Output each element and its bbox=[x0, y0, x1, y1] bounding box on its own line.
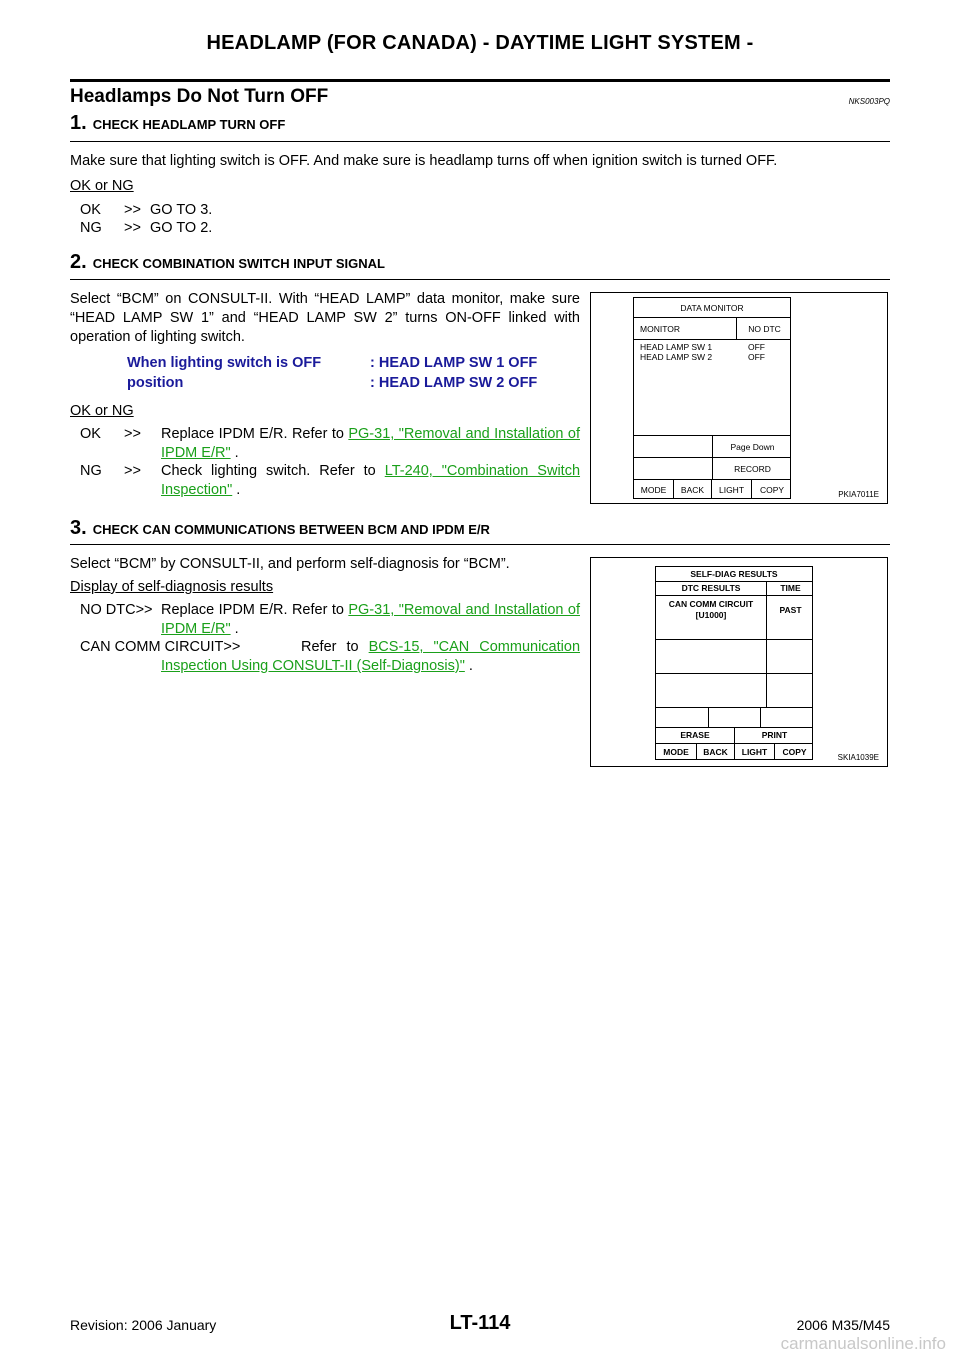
step-3-display-label: Display of self-diagnosis results bbox=[70, 579, 274, 595]
copy-button[interactable]: COPY bbox=[759, 484, 785, 495]
monitor-item-2-value: OFF bbox=[748, 352, 765, 362]
result-arrow: >> bbox=[124, 463, 141, 479]
result-text-prefix: Replace IPDM E/R. Refer to bbox=[161, 602, 344, 618]
footer-revision: Revision: 2006 January bbox=[70, 1317, 217, 1333]
bcs-15-link[interactable]: BCS-15, "CAN Communication Inspection Using CONSULT-II (Self-Diagnosis)" bbox=[161, 639, 581, 674]
condition-value-2: : HEAD LAMP SW 2 OFF bbox=[370, 375, 538, 391]
pg-31-link[interactable]: PG-31, "Removal and Installation of IPDM E/R" bbox=[161, 602, 580, 637]
time-column-header: TIME bbox=[780, 583, 801, 593]
step-1-title: CHECK HEADLAMP TURN OFF bbox=[92, 117, 286, 132]
step-2-heading bbox=[70, 251, 385, 274]
dtc-result-time: PAST bbox=[779, 604, 802, 615]
monitor-item-2: HEAD LAMP SW 2 bbox=[640, 352, 713, 362]
step-1-number: 1. bbox=[70, 112, 87, 134]
result-label: NO DTC>> bbox=[80, 602, 153, 618]
result-text bbox=[161, 425, 580, 463]
result-label: OK bbox=[80, 202, 101, 218]
step-2-instruction: Select “BCM” on CONSULT-II. With “HEAD LAMP” data monitor, make sure “HEAD LAMP SW 1” and “HEAD LAMP SW 2” turns ON-OFF linked with operation of lighting switch. bbox=[70, 291, 580, 345]
step-2-ok-ng-label: OK or NG bbox=[70, 403, 134, 419]
light-button[interactable]: LIGHT bbox=[741, 746, 768, 757]
result-label: NG bbox=[80, 220, 102, 236]
step-2-divider bbox=[70, 279, 890, 280]
step-3-result-no-dtc bbox=[80, 601, 580, 641]
footer-model: 2006 M35/M45 bbox=[796, 1317, 890, 1333]
result-text-prefix: Check lighting switch. Refer to bbox=[161, 463, 376, 479]
monitor-item-1: HEAD LAMP SW 1 bbox=[640, 342, 713, 352]
figure-id: SKIA1039E bbox=[837, 753, 879, 762]
erase-button[interactable]: ERASE bbox=[680, 730, 710, 740]
mode-button[interactable]: MODE bbox=[663, 746, 689, 757]
no-dtc-column-header: NO DTC bbox=[748, 323, 781, 334]
watermark: carmanualsonline.info bbox=[780, 1334, 946, 1353]
self-diag-figure bbox=[590, 557, 888, 767]
result-label: OK bbox=[80, 426, 101, 442]
page-down-button[interactable]: Page Down bbox=[712, 436, 792, 457]
footer-page-number: LT-114 bbox=[449, 1312, 511, 1334]
result-text-suffix: . bbox=[468, 658, 473, 674]
section-code: NKS003PQ bbox=[848, 97, 890, 106]
step-2-title: CHECK COMBINATION SWITCH INPUT SIGNAL bbox=[92, 256, 385, 271]
pg-31-link[interactable]: PG-31, "Removal and Installation of IPDM E/R" bbox=[161, 426, 580, 461]
back-button[interactable]: BACK bbox=[674, 480, 712, 499]
section-title: Headlamps Do Not Turn OFF bbox=[70, 86, 329, 107]
print-button[interactable]: PRINT bbox=[761, 730, 788, 740]
dtc-results-column-header: DTC RESULTS bbox=[681, 583, 741, 593]
figure-id: PKIA7011E bbox=[838, 490, 879, 499]
condition-value-1: : HEAD LAMP SW 1 OFF bbox=[370, 355, 538, 371]
step-1-result-ng bbox=[80, 219, 580, 238]
dtc-result-name: CAN COMM CIRCUIT bbox=[668, 599, 754, 609]
result-text-suffix: . bbox=[234, 621, 239, 637]
lt-240-link[interactable]: LT-240, "Combination Switch Inspection" bbox=[161, 463, 581, 498]
step-2-number: 2. bbox=[70, 251, 87, 273]
step-2-result-ng bbox=[80, 462, 580, 502]
monitor-item-1-value: OFF bbox=[748, 342, 765, 352]
result-text: GO TO 3. bbox=[150, 202, 213, 218]
step-3-title: CHECK CAN COMMUNICATIONS BETWEEN BCM AND IPDM E/R bbox=[92, 522, 490, 537]
data-monitor-title: DATA MONITOR bbox=[680, 302, 744, 313]
result-arrow: >> bbox=[124, 426, 141, 442]
step-3-result-can-comm bbox=[80, 638, 580, 678]
self-diag-screen bbox=[655, 566, 813, 760]
result-arrow: >> bbox=[124, 202, 141, 218]
copy-button[interactable]: COPY bbox=[782, 746, 807, 757]
result-text: GO TO 2. bbox=[150, 220, 213, 236]
back-button[interactable]: BACK bbox=[703, 746, 728, 757]
step-1-instruction: Make sure that lighting switch is OFF. And make sure is headlamp turns off when ignition switch is turned OFF. bbox=[70, 153, 778, 169]
monitor-column-header: MONITOR bbox=[634, 318, 737, 339]
result-text-suffix: . bbox=[236, 482, 241, 498]
data-monitor-screen bbox=[633, 297, 791, 499]
step-2-result-ok bbox=[80, 425, 580, 465]
condition-label-line-2: position bbox=[127, 375, 184, 391]
step-3-instruction: Select “BCM” by CONSULT-II, and perform self-diagnosis for “BCM”. bbox=[70, 556, 510, 572]
result-arrow: >> bbox=[124, 220, 141, 236]
dtc-result-entry bbox=[656, 597, 766, 623]
step-3-divider bbox=[70, 544, 890, 545]
light-button[interactable]: LIGHT bbox=[712, 480, 752, 499]
step-1-heading bbox=[70, 112, 285, 135]
step-1-ok-ng-label: OK or NG bbox=[70, 178, 134, 194]
result-text bbox=[161, 638, 580, 676]
dtc-result-code: [U1000] bbox=[695, 610, 727, 620]
result-text bbox=[161, 462, 580, 500]
result-text-prefix: Refer to bbox=[301, 639, 359, 655]
page-header-title: HEADLAMP (FOR CANADA) - DAYTIME LIGHT SYSTEM - bbox=[206, 32, 754, 54]
step-3-number: 3. bbox=[70, 517, 87, 539]
step-1-divider bbox=[70, 141, 890, 142]
result-text bbox=[161, 601, 580, 639]
result-label: NG bbox=[80, 463, 102, 479]
header-divider bbox=[70, 79, 890, 82]
mode-button[interactable]: MODE bbox=[634, 480, 674, 499]
condition-label-line-1: When lighting switch is OFF bbox=[127, 355, 322, 371]
step-3-heading bbox=[70, 517, 490, 540]
record-button[interactable]: RECORD bbox=[712, 458, 792, 479]
result-text-prefix: Replace IPDM E/R. Refer to bbox=[161, 426, 344, 442]
data-monitor-figure bbox=[590, 292, 888, 504]
result-text-suffix: . bbox=[234, 445, 239, 461]
result-label: CAN COMM CIRCUIT>> bbox=[80, 639, 241, 655]
self-diag-title: SELF-DIAG RESULTS bbox=[690, 568, 778, 579]
step-1-result-ok bbox=[80, 201, 580, 220]
